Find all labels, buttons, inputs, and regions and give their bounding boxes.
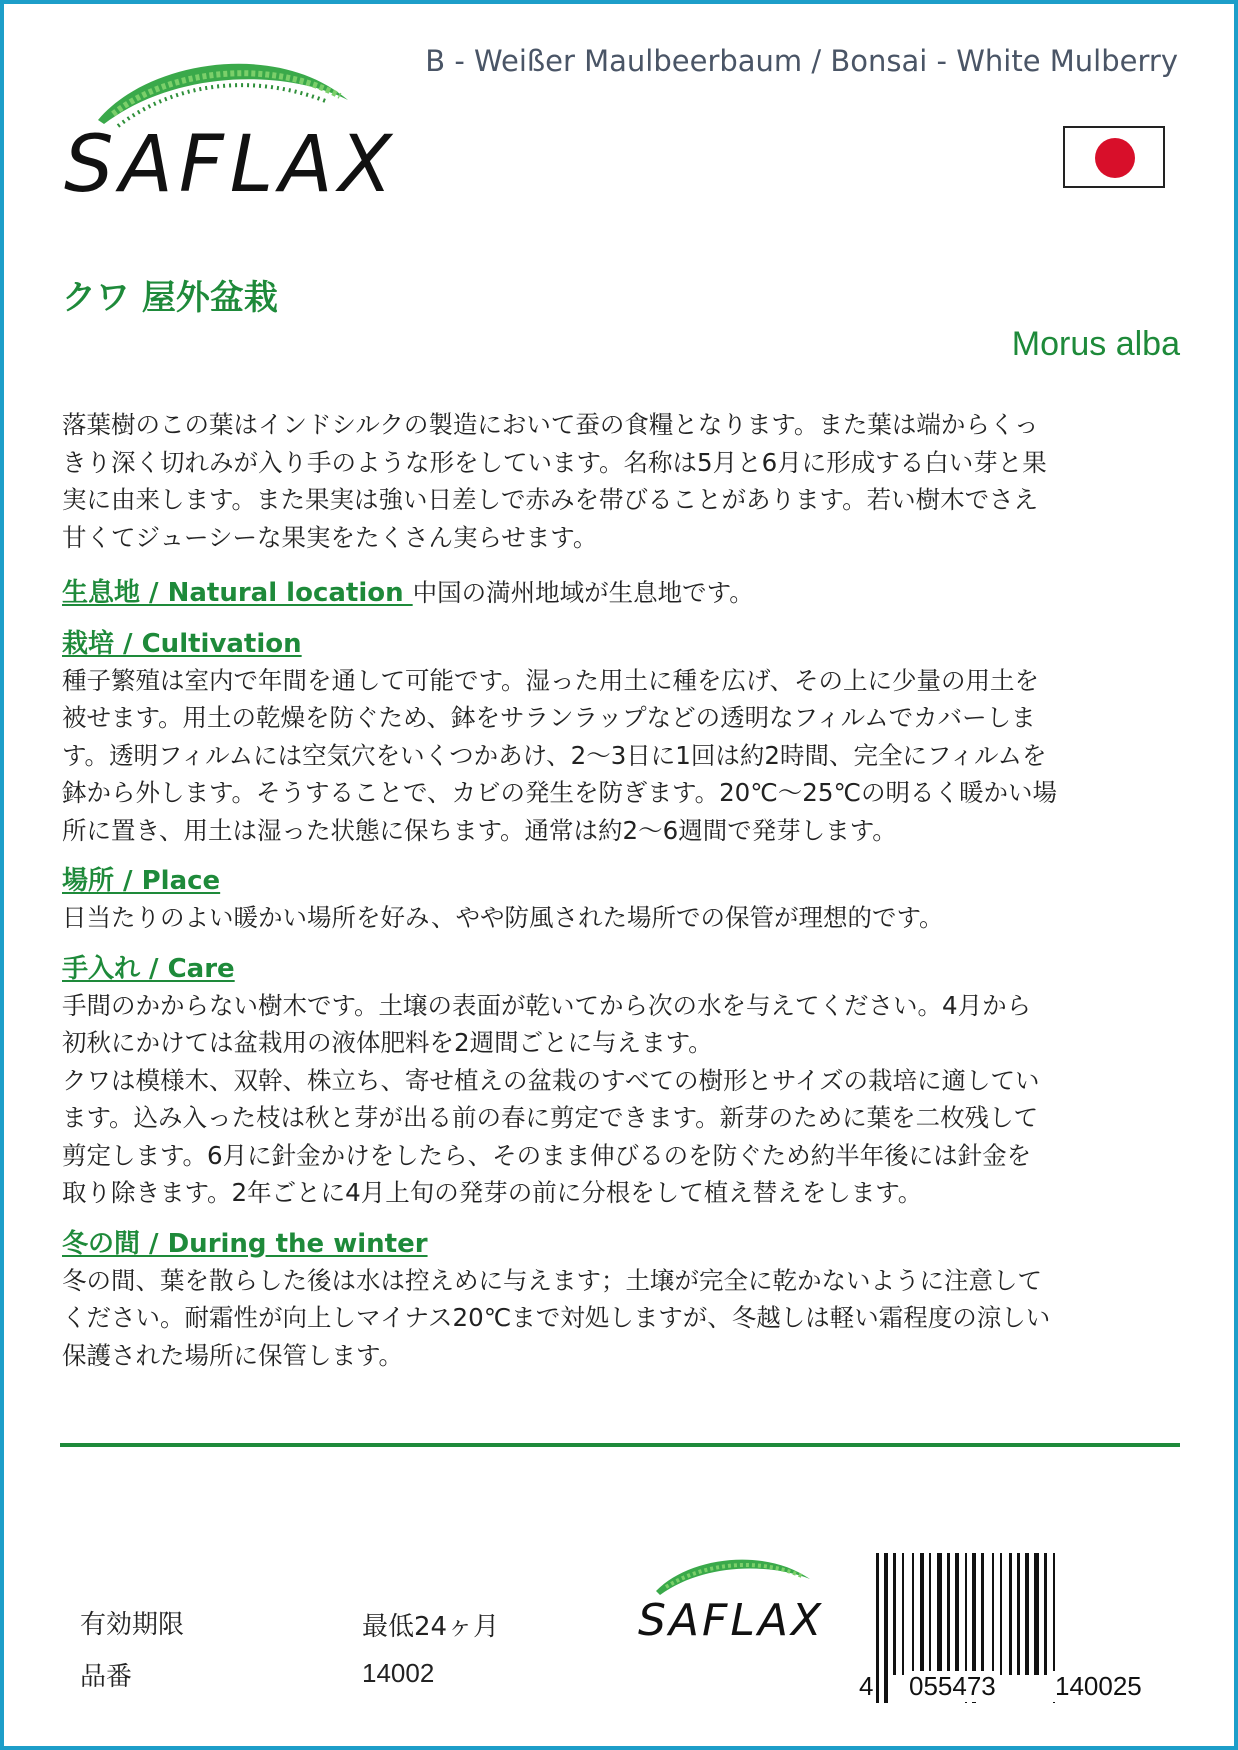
section-heading-location: 生息地 / Natural location bbox=[62, 578, 413, 608]
location-text: 中国の満州地域が生息地です。 bbox=[412, 578, 754, 607]
care-line: 初秋にかけては盆栽用の液体肥料を2週間ごとに与えます。 bbox=[62, 1028, 713, 1057]
item-number-label: 品番 bbox=[80, 1662, 133, 1692]
care-line: 手間のかからない樹木です。土壌の表面が乾いてから次の水を与えてください。4月から bbox=[62, 990, 1032, 1020]
cultivation-line: 被せます。用土の乾燥を防ぐため、鉢をサランラップなどの透明なフィルムでカバーしま bbox=[62, 703, 1036, 732]
brand-wordmark: SAFLAX bbox=[64, 120, 398, 210]
description-body bbox=[62, 406, 1182, 1374]
item-number-value: 14002 bbox=[362, 1658, 435, 1688]
section-heading-care: 手入れ / Care bbox=[62, 953, 235, 984]
winter-line: 冬の間、葉を散らした後は水は控えめに与えます；土壌が完全に乾かないように注意して bbox=[62, 1265, 1042, 1295]
care-line: クワは模様木、双幹、株立ち、寄せ植えの盆栽のすべての樹形とサイズの栽培に適してい bbox=[62, 1065, 1040, 1095]
japan-flag-icon bbox=[1063, 126, 1165, 188]
barcode bbox=[859, 1553, 1181, 1703]
barcode-bar bbox=[937, 1553, 942, 1675]
barcode-bar bbox=[893, 1553, 896, 1675]
care-line: 取り除きます。2年ごとに4月上旬の発芽の前に分根をして植え替えをします。 bbox=[62, 1178, 923, 1207]
cultivation-line: 所に置き、用土は湿った状態に保ちます。通常は約2～6週間で発芽します。 bbox=[62, 815, 897, 845]
cultivation-line: 鉢から外します。そうすることで、カビの発生を防ぎます。20℃〜25℃の明るく暖かい場 bbox=[62, 778, 1057, 807]
care-line: ます。込み入った枝は秋と芽が出る前の春に剪定できます。新芽のために葉を二枚残して bbox=[62, 1103, 1039, 1132]
barcode-bar bbox=[992, 1553, 994, 1675]
barcode-bar bbox=[920, 1553, 924, 1675]
barcode-bar bbox=[1009, 1553, 1012, 1675]
barcode-bar bbox=[912, 1553, 914, 1675]
location-row bbox=[62, 574, 1182, 612]
intro-line: きり深く切れみが入り手のような形をしています。名称は5月と6月に形成する白い芽と果 bbox=[62, 447, 1047, 477]
barcode-bar bbox=[947, 1553, 950, 1675]
section-heading-winter: 冬の間 / During the winter bbox=[62, 1228, 428, 1259]
expiry-value: 最低24ヶ月 bbox=[362, 1612, 500, 1642]
barcode-bar bbox=[884, 1553, 888, 1703]
barcode-bar bbox=[1000, 1553, 1002, 1675]
saflax-logo-small bbox=[634, 1545, 834, 1655]
saflax-logo bbox=[58, 40, 398, 210]
barcode-bar bbox=[1025, 1553, 1029, 1675]
barcode-right-digits: 140025 bbox=[1052, 1671, 1145, 1702]
barcode-bar bbox=[902, 1553, 904, 1675]
expiry-label: 有効期限 bbox=[80, 1610, 185, 1640]
barcode-first-digit: 4 bbox=[856, 1671, 876, 1702]
winter-line: ください。耐霜性が向上しマイナス20℃まで対処しますが、冬越しは軽い霜程度の涼しい bbox=[62, 1303, 1051, 1332]
section-heading-place: 場所 / Place bbox=[62, 866, 221, 896]
intro-line: 落葉樹のこの葉はインドシルクの製造において蚕の食糧となります。また葉は端からくっ bbox=[62, 410, 1039, 439]
cultivation-line: す。透明フィルムには空気穴をいくつかあけ、2～3日に1回は約2時間、完全にフィルムを bbox=[62, 740, 1047, 770]
place-line: 日当たりのよい暖かい場所を好み、やや防風された場所での保管が理想的です。 bbox=[62, 903, 944, 932]
section-heading-cultivation: 栽培 / Cultivation bbox=[62, 628, 302, 659]
header-title: B - Weißer Maulbeerbaum / Bonsai - White Mulberry bbox=[425, 44, 1178, 78]
barcode-bar bbox=[955, 1553, 959, 1675]
barcode-bar bbox=[929, 1553, 931, 1675]
barcode-bar bbox=[1017, 1553, 1020, 1675]
intro-line: 実に由来します。また果実は強い日差しで赤みを帯びることがあります。若い樹木でさえ bbox=[62, 485, 1039, 514]
footer-divider bbox=[60, 1443, 1180, 1447]
barcode-bar bbox=[981, 1553, 984, 1675]
product-name: クワ 屋外盆栽 bbox=[62, 278, 278, 318]
care-line: 剪定します。6月に針金かけをしたら、そのまま伸びるのを防ぐため約半年後には針金を bbox=[62, 1140, 1032, 1170]
cultivation-line: 種子繁殖は室内で年間を通して可能です。湿った用土に種を広げ、その上に少量の用土を bbox=[62, 665, 1040, 695]
barcode-bar bbox=[1034, 1553, 1039, 1675]
intro-line: 甘くてジューシーな果実をたくさん実らせます。 bbox=[62, 522, 598, 552]
barcode-left-digits: 055473 bbox=[906, 1671, 999, 1702]
latin-name: Morus alba bbox=[1011, 325, 1180, 363]
winter-line: 保護された場所に保管します。 bbox=[62, 1340, 404, 1370]
brand-wordmark-small: SAFLAX bbox=[638, 1595, 825, 1646]
barcode-bar bbox=[1044, 1553, 1047, 1675]
